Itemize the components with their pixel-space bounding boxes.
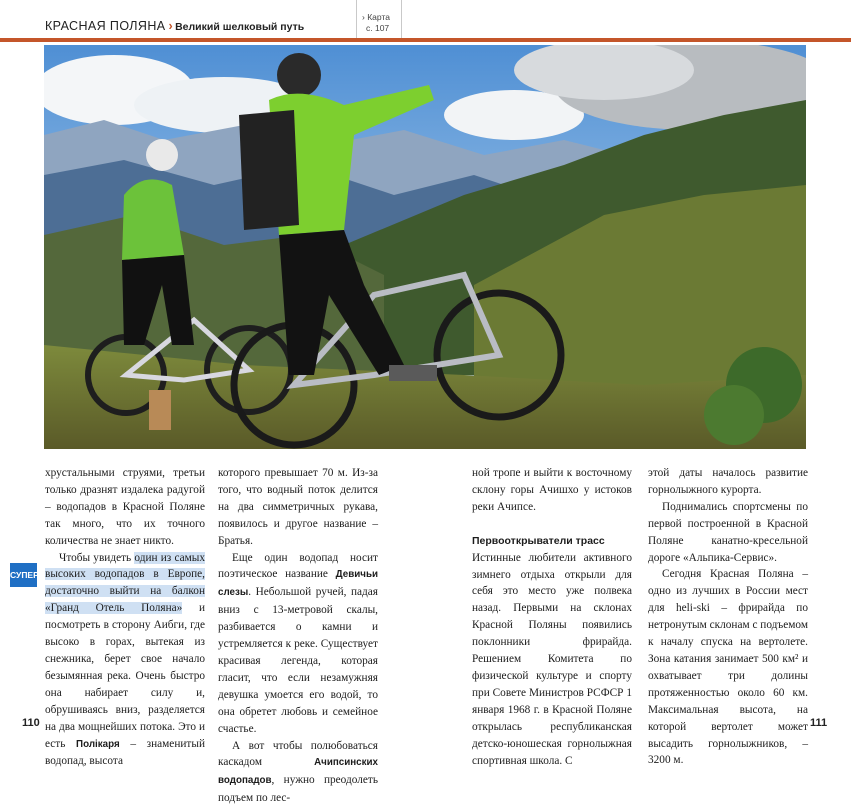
map-reference-page[interactable]: с. 107 — [366, 23, 389, 33]
paragraph: Истинные любители активного зимнего отдыха открыли для себя это место уже полвека назад. Первыми на склонах Красной Поляны появились поклонники фрирайда. Решением Комитета по физической культуре и спорту при Совете Министров РСФСР 1 января 1968 г. в Красной Поляне открылась республиканская детско-юношеская горнолыжная спортивная школа. С — [472, 550, 632, 770]
waterfall-name: Ачипсинских водопадов — [218, 757, 378, 786]
text-column-4 — [648, 465, 808, 769]
map-reference-label[interactable]: › Карта — [362, 12, 390, 22]
waterfall-name: Полікаря — [76, 739, 120, 750]
text-column-2 — [218, 465, 378, 807]
paragraph: А вот чтобы полюбоваться каскадом Ачипсинских водопадов, нужно преодолеть подъем по лес- — [218, 738, 378, 807]
waterfall-name: Девичьи слезы — [218, 569, 378, 598]
running-header — [45, 19, 304, 33]
chevron-right-icon: › — [362, 12, 365, 22]
mountain-bikers-photo — [44, 45, 806, 449]
paragraph: которого превышает 70 м. Из-за того, что водный поток делится на два симметричных рукава, появилось и другое название – Братья. — [218, 465, 378, 550]
page-number-left: 110 — [22, 717, 40, 729]
page-number-right: 111 — [810, 717, 827, 729]
text-column-3 — [472, 465, 632, 769]
header-rule — [0, 38, 851, 42]
paragraph: Чтобы увидеть один из самых высоких водопадов в Европе, достаточно выйти на балкон «Гранд Отель Поляна» и посмотреть в сторону Аибги, где высоко в горах, вытекая из снежника, берет свое начало безымянная река. Очень быстро она набирает силу и, обрушиваясь вниз, разделяется на два мощнейших потока. Это и есть Полікаря – знаменитый водопад, высота — [45, 550, 205, 771]
subheading: Первооткрыватели трасс — [472, 533, 632, 550]
section-subtitle: Великий шелковый путь — [175, 21, 304, 33]
paragraph: ной тропе и выйти к восточному склону горы Ачишхо у истоков реки Ачипсе. — [472, 465, 632, 516]
header-separator: › — [169, 19, 174, 33]
highlighted-text[interactable]: один из самых высоких водопадов в Европе, достаточно выйти на балкон «Гранд Отель Поляна» — [45, 552, 205, 615]
section-title: КРАСНАЯ ПОЛЯНА — [45, 19, 166, 33]
paragraph: этой даты началось развитие горнолыжного курорта. — [648, 465, 808, 499]
paragraph: Поднимались спортсмены по первой построенной в Красной Поляне канатно-кресельной дороге «Альпика-Сервис». — [648, 499, 808, 567]
paragraph: Сегодня Красная Поляна – одно из лучших в России мест для heli-ski – фрирайда по нетронутым склонам с подъемом к началу спуска на вертолете. Зона катания занимает 500 км² и охватывает три долины протяженностью около 60 км. Максимальная высота, на которой вертолет может высадить горнолыжников, – 3200 м. — [648, 566, 808, 769]
paragraph: Еще один водопад носит поэтическое название Девичьи слезы. Небольшой ручей, падая вниз с 13-метровой скалы, разбивается о камни и устремляется к реке. Существует красивая легенда, которая гласит, что если незамужняя девушка умоется его водой, то она обретет любовь и семейное счастье. — [218, 550, 378, 738]
paragraph: хрустальными струями, третьи только дразнят издалека радугой – водопадов в Красной Поляне так много, что их точного количества не знает никто. — [45, 465, 205, 550]
text-column-1 — [45, 465, 205, 770]
super-badge[interactable]: СУПЕР! — [10, 563, 37, 587]
